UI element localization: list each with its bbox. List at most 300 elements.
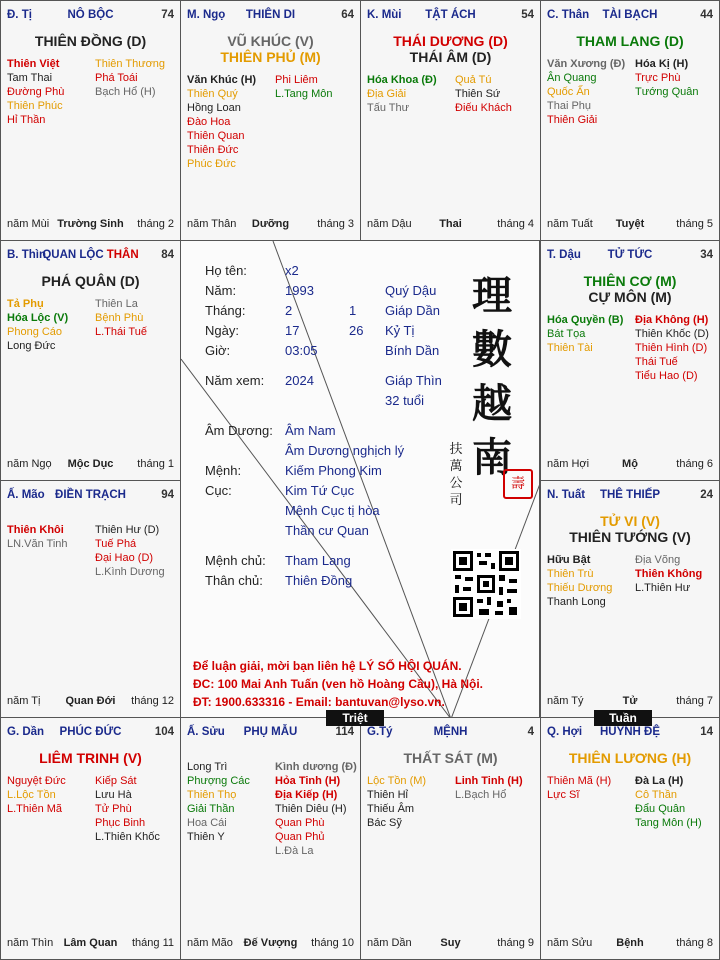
minor-star[interactable]: Phi Liêm [275,74,318,86]
palace-name-text: MỆNH [433,726,468,738]
minor-star[interactable]: Đẩu Quân [635,803,686,815]
amduong-label: Âm Dương: [205,423,273,438]
minor-star[interactable]: Thanh Long [547,596,606,608]
month-label: tháng 3 [317,218,354,230]
main-star[interactable]: THIÊN CƠ (M) [583,273,677,289]
minor-star[interactable]: Thiên Tài [547,342,593,354]
right-star-column [635,553,702,595]
minor-star[interactable]: Tử Phù [95,803,132,815]
palace-footer [367,937,534,951]
minor-star[interactable]: Đường Phù [7,86,65,98]
minor-star[interactable]: Hóa Lộc (V) [7,312,69,324]
palace-name[interactable] [367,726,534,738]
life-stage: Thai [439,218,462,230]
minor-star[interactable]: Long Đức [7,340,56,352]
main-star[interactable]: THÁI DƯƠNG (D) [393,33,508,49]
minor-star[interactable]: Thiên Diêu (H) [275,803,347,815]
contact-line-2: ĐC: 100 Mai Anh Tuấn (ven hồ Hoàng Cầu), Hà Nội. [193,677,484,691]
main-stars [5,33,176,49]
palace-name-text: NÔ BỘC [67,9,114,21]
month-label: tháng 5 [676,218,713,230]
palace-header [187,726,354,740]
palace-cell[interactable] [360,0,541,241]
main-star[interactable]: THIÊN LƯƠNG (H) [568,750,692,766]
year-label: năm Thìn [7,937,54,949]
right-star-column [275,73,332,101]
view-year-label: Năm xem: [205,373,265,388]
minor-star[interactable]: Phúc Đức [187,158,236,170]
minor-star[interactable]: Long Trì [187,761,228,773]
main-star[interactable]: THAM LANG (D) [576,33,684,49]
minor-star[interactable]: Thiên Đức [187,144,239,156]
palace-footer [547,695,713,709]
minor-star[interactable]: Thiên Phúc [7,100,63,112]
life-stage: Mộ [622,458,638,470]
palace-name[interactable] [7,249,174,261]
minor-star[interactable]: Thiên La [95,298,138,310]
minor-star[interactable]: L.Kình Dương [95,566,165,578]
palace-number: 34 [700,249,713,261]
minor-star[interactable]: Hồng Loan [187,102,241,114]
palace-header [547,726,713,740]
calligraphy-char: 數 [472,326,512,373]
day-canchi: Kỷ Tị [385,323,415,338]
cuc-value-1: Kim Tứ Cục [285,483,355,498]
left-star-column [367,73,437,115]
stem-text: Ấ. Mão [7,489,45,501]
minor-star[interactable]: Đại Hao (D) [95,552,154,564]
palace-name-text: QUAN LỘC [42,249,104,261]
thanchu-value: Thiên Đồng [285,573,353,588]
year-label: Năm: [205,283,237,298]
hour-value: 03:05 [285,343,318,358]
than-marker: THÂN [106,249,139,261]
palace-footer [7,695,174,709]
month-solar: 2 [285,303,293,318]
main-stars [545,750,715,766]
right-star-column [95,774,160,844]
year-label: năm Mùi [7,218,50,230]
life-stage: Đế Vượng [243,937,298,949]
palace-name-text: TẬT ÁCH [425,9,476,21]
palace-name-text: PHỤ MẪU [243,726,298,738]
left-star-column [547,774,611,802]
minor-star[interactable]: Tấu Thư [367,102,410,114]
minor-star[interactable]: Phong Cáo [7,326,63,338]
minor-star[interactable]: Thiếu Dương [547,582,613,594]
amduong-value-1: Âm Nam [285,423,336,438]
month-label: tháng 6 [676,458,713,470]
life-stage: Trường Sinh [57,218,124,230]
calligraphy-logo [467,269,517,485]
amduong-value-2: Âm Dương nghịch lý [285,443,405,458]
minor-star[interactable]: Lộc Tồn (M) [367,775,427,787]
right-star-column [275,760,357,858]
thanchu-label: Thân chủ: [205,573,263,588]
left-star-column [547,313,623,355]
minor-star[interactable]: Cô Thần [635,789,677,801]
right-star-column [95,57,165,99]
palace-name[interactable] [547,489,713,501]
month-label: tháng 11 [131,937,174,949]
calligraphy-char: 南 [472,434,512,481]
stem-text: T. Dậu [547,249,581,261]
main-stars [5,273,176,289]
minor-star[interactable]: L.Đà La [275,845,314,857]
palace-footer [7,218,174,232]
life-stage: Quan Đới [65,695,116,707]
palace-footer [187,937,354,951]
palace-footer [187,218,354,232]
palace-footer [367,218,534,232]
palace-number: 44 [700,9,713,21]
right-star-column [95,523,165,579]
palace-footer [7,458,174,472]
minor-star[interactable]: Thai Phụ [547,100,592,112]
minor-star[interactable]: Văn Khúc (H) [187,74,257,86]
life-stage: Tử [622,695,638,707]
minor-star[interactable]: Hóa Khoa (Đ) [367,74,437,86]
minor-star[interactable]: Quả Tú [455,74,492,86]
left-star-column [7,297,68,353]
minor-star[interactable]: Hóa Kị (H) [635,58,689,70]
minor-star[interactable]: Giải Thần [187,803,235,815]
palace-number: 104 [154,726,174,738]
palace-header [7,249,174,263]
view-canchi: Giáp Thìn [385,373,442,388]
minor-star[interactable]: Quốc Ấn [547,86,590,98]
year-label: năm Tuất [547,218,593,230]
minor-star[interactable]: Đào Hoa [187,116,231,128]
palace-cell[interactable] [180,0,361,241]
palace-cell[interactable] [540,240,720,481]
year-label: năm Dậu [367,218,412,230]
minor-star[interactable]: Phục Binh [95,817,146,829]
palace-cell[interactable] [0,240,181,481]
calligraphy-char: 越 [472,380,512,427]
minor-star[interactable]: Thiên Sứ [455,88,501,100]
triet-tag: Triệt [326,710,384,726]
minor-star[interactable]: Hoa Cái [187,817,227,829]
minor-star[interactable]: L.Bạch Hổ [455,789,507,801]
palace-header [547,249,713,263]
month-label: tháng 2 [137,218,174,230]
minor-star[interactable]: Tam Thai [7,72,53,84]
minor-star[interactable]: L.Thiên Khốc [95,831,160,843]
menhchu-value: Tham Lang [285,553,351,568]
life-stage: Bệnh [616,937,644,949]
menh-label: Mệnh: [205,463,242,478]
palace-cell[interactable] [180,717,361,960]
minor-star[interactable]: Thiên Quý [187,88,238,100]
minor-star[interactable]: L.Tang Môn [275,88,333,100]
minor-star[interactable]: Thiếu Âm [367,803,415,815]
palace-name-text: HUYNH ĐỆ [599,726,661,738]
palace-name-text: TỬ TỨC [607,249,653,261]
minor-star[interactable]: Tiểu Hao (D) [635,370,698,382]
stem-text: N. Tuất [547,489,586,501]
palace-number: 64 [341,9,354,21]
stem-text: K. Mùi [367,9,402,21]
minor-star[interactable]: Hữu Bật [547,554,591,566]
hour-label: Giờ: [205,343,231,358]
palace-name[interactable] [547,726,713,738]
palace-header [367,726,534,740]
minor-star[interactable]: Thiên Hỉ [367,789,408,801]
palace-footer [547,458,713,472]
minor-star[interactable]: Tuế Phá [95,538,137,550]
palace-footer [7,937,174,951]
palace-name[interactable] [187,726,354,738]
minor-star[interactable]: Phượng Các [187,775,250,787]
minor-star[interactable]: L.Thiên Hư [635,582,691,594]
minor-star[interactable]: Ân Quang [547,72,597,84]
view-year: 2024 [285,373,314,388]
palace-footer [547,937,713,951]
palace-name-text: THÊ THIẾP [599,489,661,501]
palace-cell[interactable] [0,717,181,960]
minor-star[interactable]: Thái Tuế [635,356,678,368]
palace-number: 84 [161,249,174,261]
month-label: tháng 10 [311,937,354,949]
right-star-column [95,297,147,339]
minor-star[interactable]: Điếu Khách [455,102,512,114]
minor-star[interactable]: Phá Toái [95,72,138,84]
palace-cell[interactable] [0,0,181,241]
year-label: năm Tý [547,695,584,707]
main-star[interactable]: VŨ KHÚC (V) [227,33,314,49]
minor-star[interactable]: Thiên Hình (D) [635,342,708,354]
right-star-column [635,774,702,830]
palace-header [547,9,713,23]
month-label: tháng 1 [137,458,174,470]
qr-code-icon[interactable] [451,549,521,619]
minor-star[interactable]: Lực Sĩ [547,789,580,801]
menhchu-label: Mệnh chủ: [205,553,266,568]
hour-canchi: Bính Dần [385,343,440,358]
palace-header [7,489,174,503]
left-star-column [547,553,612,609]
day-lunar: 26 [349,323,364,338]
year-label: năm Ngọ [7,458,52,470]
palace-number: 24 [700,489,713,501]
minor-star[interactable]: Văn Xương (Đ) [547,58,626,70]
right-star-column [635,57,699,99]
stem-text: B. Thìn [7,249,46,261]
minor-star[interactable]: Địa Kiếp (H) [275,789,338,801]
palace-header [7,726,174,740]
month-canchi: Giáp Dần [385,303,440,318]
minor-star[interactable]: Bệnh Phù [95,312,144,324]
tuan-tag: Tuần [594,710,652,726]
palace-name[interactable] [367,9,534,21]
menh-value: Kiếm Phong Kim [285,463,382,478]
contact-line-3: ĐT: 1900.633316 - Email: bantuvan@lyso.vn. [193,695,445,709]
year-label: năm Dần [367,937,412,949]
minor-star[interactable]: L.Thái Tuế [95,326,147,338]
minor-star[interactable]: Quan Phù [275,817,325,829]
minor-star[interactable]: Tả Phụ [7,298,44,310]
palace-number: 114 [335,726,354,738]
minor-star[interactable]: LN.Văn Tinh [7,538,68,550]
minor-star[interactable]: Thiên Trù [547,568,594,580]
palace-name-text: ĐIỀN TRẠCH [55,489,126,501]
palace-name[interactable] [7,9,174,21]
month-label: tháng 9 [497,937,534,949]
center-info-panel [180,240,540,718]
month-label: tháng 12 [131,695,174,707]
left-star-column [7,774,66,816]
minor-star[interactable]: Địa Võng [635,554,681,566]
minor-star[interactable]: Kình dương (Đ) [275,761,357,773]
minor-star[interactable]: Thiên Thọ [187,789,237,801]
stem-text: Đ. Tị [7,9,32,21]
palace-cell[interactable] [0,480,181,718]
palace-name[interactable] [547,9,713,21]
main-star[interactable]: PHÁ QUÂN (D) [41,273,140,289]
palace-cell[interactable] [540,717,720,960]
palace-cell[interactable] [540,480,720,718]
minor-star[interactable]: Thiên Khôi [7,524,64,536]
stem-text: G. Dần [7,726,45,738]
life-stage: Mộc Dục [67,458,114,470]
cuc-label: Cục: [205,483,232,498]
minor-star[interactable]: Thiên Quan [187,130,245,142]
main-star[interactable]: THÁI ÂM (D) [409,49,492,65]
life-stage: Suy [440,937,461,949]
minor-star[interactable]: L.Thiên Mã [7,803,63,815]
calligraphy-char: 理 [472,272,512,319]
minor-star[interactable]: Thiên Mã (H) [547,775,612,787]
palace-header [547,489,713,503]
life-stage: Dưỡng [251,218,290,230]
palace-cell[interactable] [360,717,541,960]
main-stars [365,750,536,766]
minor-star[interactable]: L.Lộc Tồn [7,789,56,801]
minor-star[interactable]: Thiên Khốc (D) [635,328,709,340]
right-star-column [455,73,512,115]
life-stage: Tuyệt [615,218,645,230]
minor-star[interactable]: Bạch Hổ (H) [95,86,156,98]
minor-star[interactable]: Thiên Không [635,568,703,580]
month-label: tháng 4 [497,218,534,230]
name-label: Họ tên: [205,263,247,278]
cuc-value-2: Mệnh Cục tị hòa [285,503,380,518]
left-star-column [7,523,68,551]
main-star[interactable]: LIÊM TRINH (V) [39,750,142,766]
palace-name[interactable] [7,726,174,738]
left-star-column [367,774,426,830]
palace-cell[interactable] [540,0,720,241]
main-stars [545,33,715,49]
month-label: tháng 8 [676,937,713,949]
year-label: năm Tị [7,695,41,707]
palace-name-text: PHÚC ĐỨC [59,726,122,738]
stem-text: M. Ngọ [187,9,226,21]
minor-star[interactable]: Thiên Thương [95,58,166,70]
stem-text: Ấ. Sửu [187,726,225,738]
main-star[interactable]: THẤT SÁT (M) [403,750,498,766]
minor-star[interactable]: Thiên Hư (D) [95,524,160,536]
palace-name[interactable] [7,489,174,501]
year-label: năm Sửu [547,937,593,949]
palace-name[interactable] [187,9,354,21]
minor-star[interactable]: Kiếp Sát [95,775,137,787]
age-value: 32 tuổi [385,393,425,408]
name-value: x2 [285,263,299,278]
minor-star[interactable]: Tang Môn (H) [635,817,702,829]
minor-star[interactable]: Bác Sỹ [367,817,402,829]
main-star[interactable]: THIÊN PHỦ (M) [220,49,321,65]
minor-star[interactable]: Bát Tọa [547,328,586,340]
red-seal-icon: 壽 [503,469,533,499]
left-star-column [7,57,64,127]
main-stars [5,750,176,766]
minor-star[interactable]: Nguyệt Đức [7,775,66,787]
palace-name-text: TÀI BẠCH [602,9,658,21]
minor-star[interactable]: Trực Phù [635,72,681,84]
main-star[interactable]: CỰ MÔN (M) [588,289,672,305]
stem-text: G.Tý [367,726,393,738]
palace-header [367,9,534,23]
minor-star[interactable]: Hỉ Thần [7,114,46,126]
minor-star[interactable]: Đà La (H) [635,775,684,787]
palace-name-text: THIÊN DI [245,9,296,21]
year-label: năm Mão [187,937,233,949]
minor-star[interactable]: Thiên Giải [547,114,598,126]
day-solar: 17 [285,323,300,338]
minor-star[interactable]: Thiên Việt [7,58,60,70]
cuc-value-3: Thần cư Quan [285,523,369,538]
minor-star[interactable]: Thiên Y [187,831,225,843]
month-label: tháng 7 [676,695,713,707]
main-star[interactable]: THIÊN TƯỚNG (V) [569,529,691,545]
main-star[interactable]: THIÊN ĐỒNG (D) [34,33,147,49]
minor-star[interactable]: Tướng Quân [635,86,699,98]
month-lunar: 1 [349,303,357,318]
main-stars [545,513,715,545]
palace-name[interactable] [547,249,713,261]
minor-star[interactable]: Địa Giải [367,88,407,100]
left-star-column [187,760,250,844]
day-label: Ngày: [205,323,239,338]
minor-star[interactable]: Hỏa Tinh (H) [275,775,341,787]
year-label: năm Thân [187,218,237,230]
stem-text: C. Thân [547,9,590,21]
palace-number: 94 [161,489,174,501]
small-seal-text: 扶 萬 公 司 [449,442,463,508]
main-stars [185,33,356,65]
palace-footer [547,218,713,232]
year-label: năm Hợi [547,458,590,470]
palace-number: 14 [700,726,713,738]
main-star[interactable]: TỬ VI (V) [600,513,660,529]
minor-star[interactable]: Địa Không (H) [635,314,709,326]
main-stars [545,273,715,305]
contact-line-1: Để luận giải, mời bạn liên hệ LÝ SỐ HỘI QUÁN. [193,659,462,673]
palace-header [7,9,174,23]
minor-star[interactable]: Quan Phủ [275,831,325,843]
left-star-column [547,57,625,127]
minor-star[interactable]: Lưu Hà [95,789,132,801]
right-star-column [635,313,709,383]
left-star-column [187,73,256,171]
palace-number: 4 [527,726,534,738]
year-solar: 1993 [285,283,314,298]
minor-star[interactable]: Hóa Quyền (B) [547,314,624,326]
minor-star[interactable]: Linh Tinh (H) [455,775,523,787]
stem-text: Q. Hợi [547,726,583,738]
